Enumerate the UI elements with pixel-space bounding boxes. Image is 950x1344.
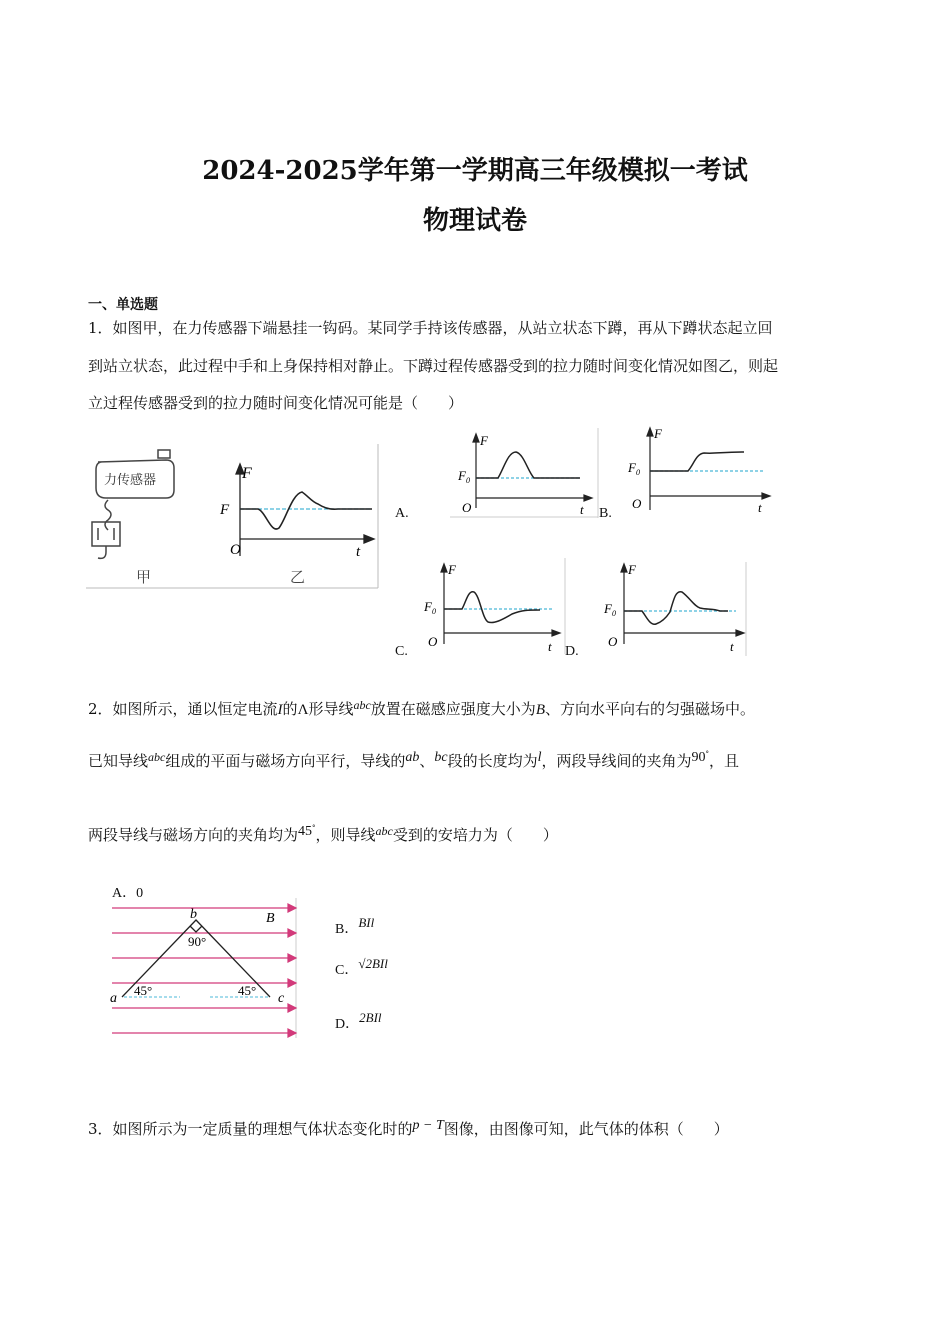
svg-text:t: t	[730, 639, 734, 654]
axis-label-F0: F	[220, 502, 230, 518]
q1-line: 1．如图甲，在力传感器下端悬挂一钩码。某同学手持该传感器，从站立状态下蹲，再从下蹲状态起立回	[88, 319, 773, 337]
svg-text:O: O	[608, 634, 618, 649]
svg-text:F: F	[654, 426, 662, 441]
q2-line-2: 已知导线$^{abc}$组成的平面与磁场方向平行，导线的ab、bc段的长度均为l，两段导线间的夹角为90°，且	[88, 750, 740, 770]
axis-label-t: t	[356, 544, 361, 560]
exam-subtitle: 物理试卷	[422, 206, 527, 236]
q1-option-d[interactable]: D.	[565, 644, 579, 659]
svg-text:a: a	[110, 991, 117, 1006]
svg-text:45°: 45°	[134, 983, 153, 998]
svg-text:O: O	[632, 496, 642, 511]
svg-text:90°: 90°	[188, 934, 207, 949]
q2-line-3: 两段导线与磁场方向的夹角均为45°，则导线$^{abc}$受到的安培力为（ ）	[88, 824, 558, 844]
svg-text:F: F	[628, 562, 636, 577]
q1-option-c-graph[interactable]	[422, 558, 567, 656]
q1-option-c[interactable]: C.	[395, 644, 408, 659]
section-heading: 一、单选题	[88, 297, 158, 313]
svg-text:F0: $F_0$	[604, 601, 616, 618]
q1-option-b-graph[interactable]	[622, 424, 772, 516]
q1-option-a-graph[interactable]	[450, 428, 600, 520]
force-sensor-icon	[92, 450, 174, 558]
svg-text:O: O	[428, 634, 438, 649]
q3-line: 3．如图所示为一定质量的理想气体状态变化时的p − T图像，由图像可知，此气体的体积（ ）	[88, 1118, 729, 1138]
q1-line: 到站立状态，此过程中手和上身保持相对静止。下蹲过程传感器受到的拉力随时间变化情况如图乙，则起	[88, 357, 779, 375]
q1-line: 立过程传感器受到的拉力随时间变化情况可能是（ ）	[88, 394, 464, 412]
q2-option-a[interactable]: A．0	[112, 886, 144, 901]
q1-option-a[interactable]: A.	[395, 506, 409, 521]
svg-text:c: c	[278, 991, 285, 1006]
fig-label-jia: 甲	[136, 570, 152, 586]
q2-option-b[interactable]: B．BIl	[335, 915, 375, 937]
q1-option-b[interactable]: B.	[599, 506, 612, 521]
svg-text:t: t	[548, 639, 552, 654]
svg-text:F: F	[448, 562, 456, 577]
sensor-label: 力传感器	[104, 472, 157, 487]
svg-text:F0: $F_0$	[628, 460, 640, 477]
fig-label-yi: 乙	[290, 570, 306, 586]
svg-text:F: F	[480, 433, 488, 448]
q2-option-c[interactable]: C．√2BIl	[335, 956, 388, 978]
svg-text:t: t	[580, 502, 584, 517]
q2-figure-wire-in-field	[110, 898, 300, 1040]
axis-label-F: F	[242, 465, 252, 482]
svg-text:B: B	[266, 911, 275, 926]
svg-text:O: O	[462, 500, 472, 515]
q1-figure-jia-yi	[86, 444, 380, 590]
q2-option-d[interactable]: D．2BIl	[335, 1010, 382, 1032]
axis-label-O: O	[230, 542, 241, 558]
q1-option-d-graph[interactable]	[600, 558, 750, 658]
q2-line-1: 2．如图所示，通以恒定电流I的Λ形导线$^{abc}$放置在磁感应强度大小为B、方向水平向右的匀强磁场中。	[88, 698, 755, 718]
svg-text:b: b	[190, 907, 197, 922]
svg-text:t: t	[758, 500, 762, 515]
svg-text:45°: 45°	[238, 983, 257, 998]
exam-title: 2024-2025学年第一学期高三年级模拟一考试	[202, 156, 748, 186]
svg-text:F0: $F_0$	[458, 468, 470, 485]
svg-text:F0: $F_0$	[424, 599, 436, 616]
